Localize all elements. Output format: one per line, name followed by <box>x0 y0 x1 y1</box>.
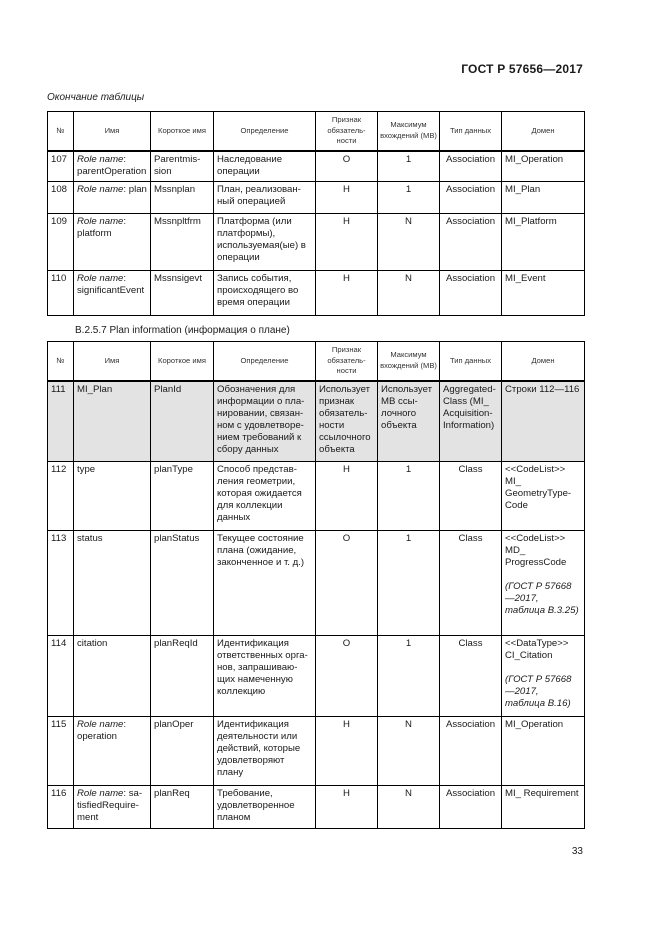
row-name <box>74 151 151 182</box>
domain-value: <<CodeList>> MD_ ProgressCode <box>505 533 567 568</box>
role-name-value: : plan <box>123 184 147 195</box>
role-name-value: : significantEvent <box>77 273 145 296</box>
row-data-type: Association <box>440 151 502 182</box>
col-data-type: Тип данных <box>440 112 502 151</box>
domain-value: <<DataType>> CI_Citation <box>505 638 569 661</box>
role-name-label: Role name <box>77 719 124 730</box>
row-obligation: Н <box>316 786 378 829</box>
col-max-occurrence: Максимум вхождений (МВ) <box>378 342 440 381</box>
table-header <box>48 342 585 381</box>
row-short-name: planOper <box>151 717 214 786</box>
table-row <box>48 462 585 531</box>
row-max: 1 <box>378 462 440 531</box>
row-definition: Способ предстaв-ления геометрии, которая ожидается для коллекции данных <box>214 462 316 531</box>
row-number: 109 <box>48 214 74 271</box>
row-domain: MI_Operation <box>502 151 585 182</box>
row-number: 110 <box>48 271 74 316</box>
row-short-name: planStatus <box>151 531 214 636</box>
col-name: Имя <box>74 342 151 381</box>
row-domain: MI_Plan <box>502 182 585 214</box>
row-max: N <box>378 717 440 786</box>
row-short-name: Mssnpltfrm <box>151 214 214 271</box>
attributes-table-end <box>47 111 585 316</box>
row-name <box>74 717 151 786</box>
row-obligation: О <box>316 151 378 182</box>
table-row <box>48 636 585 717</box>
col-domain: Домен <box>502 112 585 151</box>
row-data-type: Association <box>440 717 502 786</box>
row-number: 113 <box>48 531 74 636</box>
row-definition: Наследование операции <box>214 151 316 182</box>
row-definition: Платформа (или платформы), используемая(ые) в операции <box>214 214 316 271</box>
row-domain: MI_Event <box>502 271 585 316</box>
row-max: N <box>378 271 440 316</box>
row-obligation: Использует признак обязатель-ности ссылочного объекта <box>316 381 378 462</box>
col-max-occurrence: Максимум вхождений (МВ) <box>378 112 440 151</box>
row-max: N <box>378 786 440 829</box>
standard-number: ГОСТ Р 57656—2017 <box>461 62 583 76</box>
table-row <box>48 271 585 316</box>
row-name <box>74 214 151 271</box>
row-definition: План, реализован-ный операцией <box>214 182 316 214</box>
table-row <box>48 531 585 636</box>
row-name <box>74 182 151 214</box>
table-header <box>48 112 585 151</box>
row-definition: Идентификация деятельности или действий, которые удовлетворяют плану <box>214 717 316 786</box>
row-short-name: Parentmis-sion <box>151 151 214 182</box>
col-short-name: Короткое имя <box>151 112 214 151</box>
row-data-type: Aggregated-Class (MI_ Acquisition-Information) <box>440 381 502 462</box>
row-max: N <box>378 214 440 271</box>
row-max: 1 <box>378 151 440 182</box>
domain-reference: (ГОСТ Р 57668—2017, таблица B.3.25) <box>505 581 579 616</box>
row-number: 114 <box>48 636 74 717</box>
row-number: 111 <box>48 381 74 462</box>
row-definition: Идентификация ответственных орга-нов, запрашиваю-щих намеченную коллекцию <box>214 636 316 717</box>
row-short-name: planReqId <box>151 636 214 717</box>
row-data-type: Class <box>440 462 502 531</box>
row-domain: <<CodeList>> MI_ GeometryType-Code <box>502 462 585 531</box>
row-max: 1 <box>378 636 440 717</box>
table-row <box>48 182 585 214</box>
row-name: MI_Plan <box>74 381 151 462</box>
row-number: 112 <box>48 462 74 531</box>
table-row <box>48 214 585 271</box>
row-data-type: Class <box>440 636 502 717</box>
row-definition: Текущее состояние плана (ожидание, законченное и т. д.) <box>214 531 316 636</box>
row-domain <box>502 531 585 636</box>
role-name-value: : parentOperation <box>77 153 147 177</box>
table-row <box>48 381 585 462</box>
row-data-type: Association <box>440 786 502 829</box>
col-obligation: Признак обязатель-ности <box>316 112 378 151</box>
row-data-type: Association <box>440 182 502 214</box>
row-name <box>74 271 151 316</box>
row-domain <box>502 636 585 717</box>
role-name-label: Role name <box>77 184 124 195</box>
domain-reference: (ГОСТ Р 57668—2017, таблица B.16) <box>505 674 572 709</box>
row-number: 116 <box>48 786 74 829</box>
row-obligation: Н <box>316 214 378 271</box>
row-definition: Требование, удовлетворенное планом <box>214 786 316 829</box>
role-name-label: Role name <box>77 788 124 799</box>
row-max: 1 <box>378 531 440 636</box>
row-number: 115 <box>48 717 74 786</box>
row-definition: Обозначения для информации о пла-нировании, связан-ном с удовлетворе-нием требований к сбору данных <box>214 381 316 462</box>
row-domain: MI_Platform <box>502 214 585 271</box>
row-obligation: О <box>316 636 378 717</box>
row-short-name: PlanId <box>151 381 214 462</box>
col-obligation: Признак обязатель-ности <box>316 342 378 381</box>
col-domain: Домен <box>502 342 585 381</box>
col-number: № <box>48 112 74 151</box>
table-row <box>48 786 585 829</box>
row-domain: MI_Operation <box>502 717 585 786</box>
col-definition: Определение <box>214 342 316 381</box>
role-name-value: : platform <box>77 216 127 239</box>
row-max: Использует МВ ссы-лочного объекта <box>378 381 440 462</box>
role-name-value: : sa-tisfiedRequire-ment <box>77 788 143 823</box>
row-definition: Запись события, происходящего во время операции <box>214 271 316 316</box>
row-domain: MI_ Requirement <box>502 786 585 829</box>
col-number: № <box>48 342 74 381</box>
row-name: type <box>74 462 151 531</box>
role-name-label: Role name <box>77 273 124 284</box>
row-number: 108 <box>48 182 74 214</box>
table-row <box>48 717 585 786</box>
col-name: Имя <box>74 112 151 151</box>
row-number: 107 <box>48 151 74 182</box>
col-definition: Определение <box>214 112 316 151</box>
role-name-label: Role name <box>77 216 124 227</box>
table-caption-continuation: Окончание таблицы <box>47 92 145 103</box>
row-data-type: Association <box>440 214 502 271</box>
role-name-label: Role name <box>77 153 124 165</box>
row-obligation: Н <box>316 271 378 316</box>
row-short-name: Mssnplan <box>151 182 214 214</box>
row-data-type: Association <box>440 271 502 316</box>
row-max: 1 <box>378 182 440 214</box>
row-name <box>74 786 151 829</box>
row-domain: Строки 112—116 <box>502 381 585 462</box>
row-short-name: planReq <box>151 786 214 829</box>
page-number: 33 <box>571 846 583 857</box>
role-name-value: : operation <box>77 719 127 742</box>
row-obligation: Н <box>316 182 378 214</box>
section-caption: B.2.5.7 Plan information (информация о плане) <box>75 325 290 336</box>
row-name: citation <box>74 636 151 717</box>
row-data-type: Class <box>440 531 502 636</box>
row-name: status <box>74 531 151 636</box>
row-short-name: planType <box>151 462 214 531</box>
col-short-name: Короткое имя <box>151 342 214 381</box>
plan-information-table <box>47 341 585 829</box>
row-obligation: Н <box>316 717 378 786</box>
row-obligation: Н <box>316 462 378 531</box>
row-obligation: О <box>316 531 378 636</box>
table-row <box>48 151 585 182</box>
col-data-type: Тип данных <box>440 342 502 381</box>
row-short-name: Mssnsigevt <box>151 271 214 316</box>
